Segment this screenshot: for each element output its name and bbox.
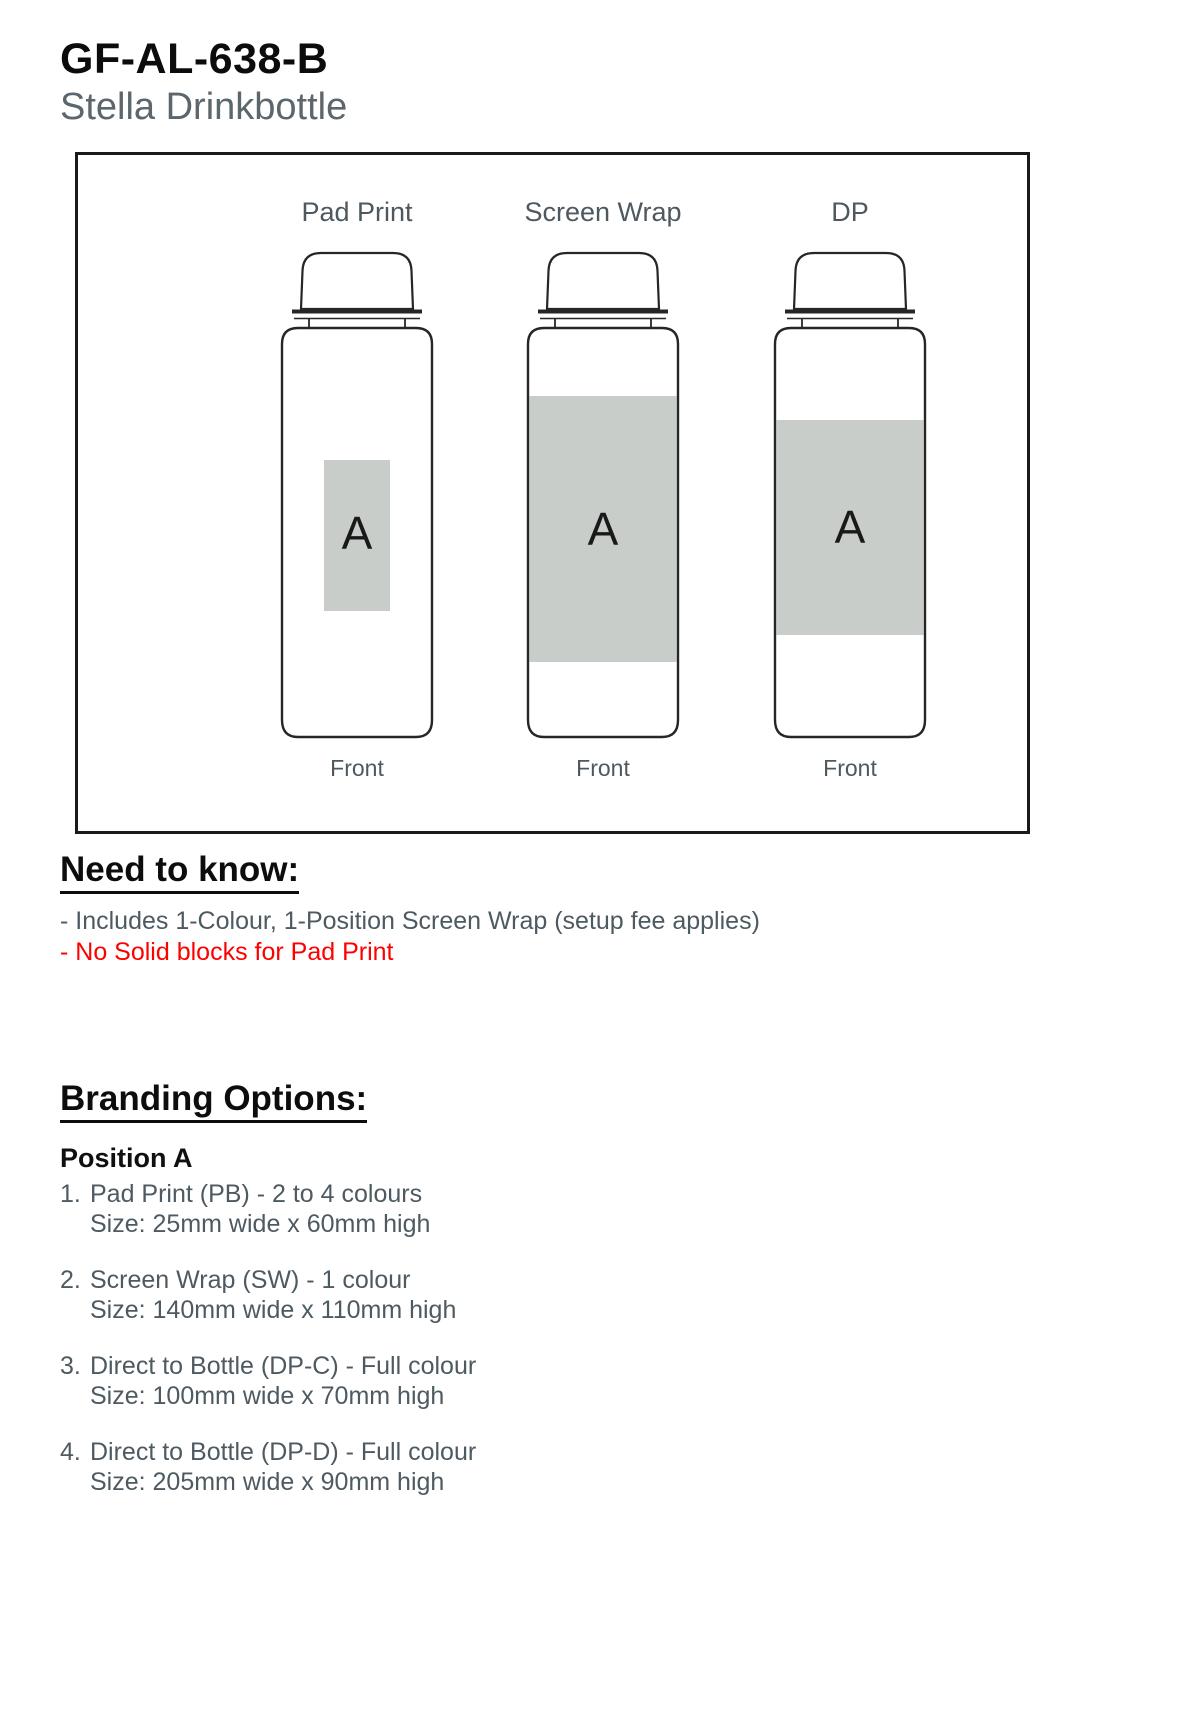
option-title: Direct to Bottle (DP-D) - Full colour <box>90 1438 477 1466</box>
option-number: 4. <box>60 1438 81 1466</box>
bottle-cap <box>301 253 413 309</box>
branding-options-heading: Branding Options: <box>60 1079 367 1123</box>
front-label: Front <box>330 755 384 781</box>
product-code-title: GF-AL-638-B <box>60 35 329 83</box>
branding-option-direct-dp-d <box>60 1437 1131 1497</box>
product-name-subtitle: Stella Drinkbottle <box>60 86 348 128</box>
branding-option-screen-wrap <box>60 1265 1131 1325</box>
branding-options-section <box>60 1079 1131 1497</box>
branding-options-list <box>60 1179 1131 1497</box>
front-label: Front <box>576 755 630 781</box>
bottle-diagram <box>770 227 930 739</box>
option-size: Size: 140mm wide x 110mm high <box>90 1296 457 1324</box>
bottle-cap <box>547 253 659 309</box>
option-size: Size: 205mm wide x 90mm high <box>90 1468 445 1496</box>
diagram-column-pad-print <box>257 155 457 781</box>
option-number: 3. <box>60 1352 81 1380</box>
branding-diagram-frame <box>75 152 1030 834</box>
option-number: 2. <box>60 1266 81 1294</box>
bottle-cap <box>794 253 906 309</box>
bottle-neck <box>802 319 898 328</box>
bottle-neck <box>309 319 405 328</box>
bottle-diagram <box>277 227 437 739</box>
position-a-heading: Position A <box>60 1143 193 1173</box>
option-title: Screen Wrap (SW) - 1 colour <box>90 1266 411 1294</box>
diagram-column-dp <box>750 155 950 781</box>
print-area-letter: A <box>834 501 866 553</box>
print-area-letter: A <box>587 503 619 555</box>
method-label: Screen Wrap <box>524 197 682 227</box>
branding-option-direct-dp-c <box>60 1351 1131 1411</box>
method-label: DP <box>831 197 869 227</box>
need-to-know-heading: Need to know: <box>60 850 299 894</box>
branding-option-pad-print <box>60 1179 1131 1239</box>
note-includes-screen-wrap: - Includes 1-Colour, 1-Position Screen Wrap (setup fee applies) <box>60 907 760 935</box>
title-block <box>60 36 1131 128</box>
front-label: Front <box>823 755 877 781</box>
need-to-know-section <box>60 850 1131 968</box>
option-title: Pad Print (PB) - 2 to 4 colours <box>90 1180 423 1208</box>
bottle-diagram <box>523 227 683 739</box>
method-label: Pad Print <box>301 197 413 227</box>
note-no-solid-blocks: - No Solid blocks for Pad Print <box>60 938 394 966</box>
diagram-column-screen-wrap <box>503 155 703 781</box>
option-size: Size: 100mm wide x 70mm high <box>90 1382 445 1410</box>
option-title: Direct to Bottle (DP-C) - Full colour <box>90 1352 477 1380</box>
option-number: 1. <box>60 1180 81 1208</box>
option-size: Size: 25mm wide x 60mm high <box>90 1210 431 1238</box>
print-area-letter: A <box>341 507 373 559</box>
bottle-neck <box>555 319 651 328</box>
